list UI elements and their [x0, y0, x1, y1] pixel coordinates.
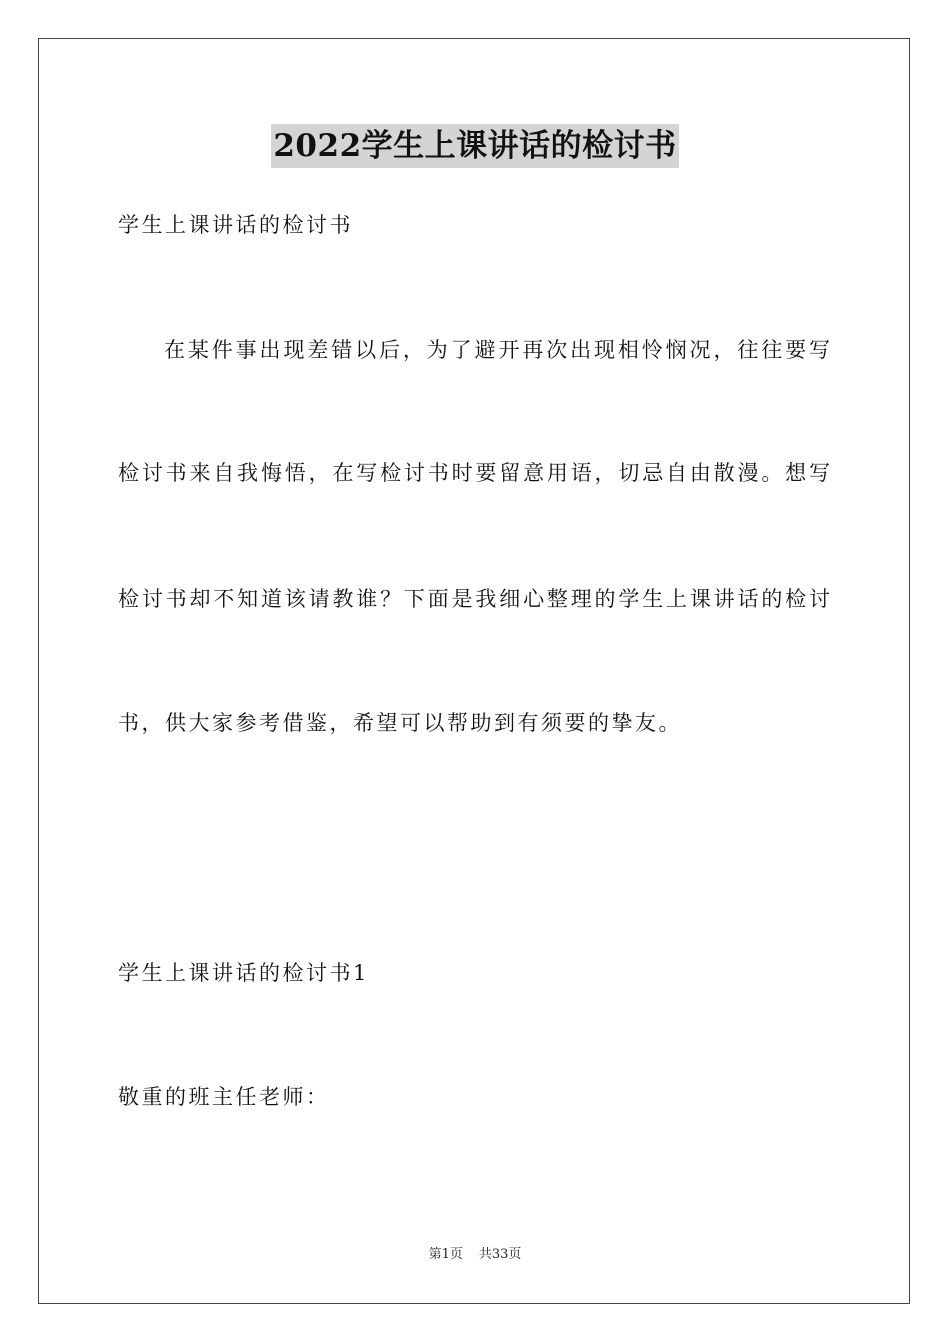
- document-title: [0, 124, 950, 168]
- document-title-text: 2022学生上课讲话的检讨书: [271, 124, 678, 168]
- total-pages: 共33页: [478, 1247, 522, 1262]
- document-subtitle: 学生上课讲话的检讨书: [118, 213, 353, 237]
- intro-line-1: 在某件事出现差错以后，为了避开再次出现相怜悯况，往往要写: [164, 338, 830, 362]
- intro-line-2: 检讨书来自我悔悟，在写检讨书时要留意用语，切忌自由散漫。想写: [118, 461, 830, 485]
- page-number: 第1页: [428, 1247, 463, 1262]
- section-heading: 学生上课讲话的检讨书1: [118, 961, 369, 985]
- intro-line-4: 书，供大家参考借鉴，希望可以帮助到有须要的挚友。: [118, 711, 682, 735]
- page-footer: [0, 1246, 950, 1264]
- salutation: 敬重的班主任老师：: [118, 1085, 330, 1109]
- intro-line-3: 检讨书却不知道该请教谁？下面是我细心整理的学生上课讲话的检讨: [118, 587, 830, 611]
